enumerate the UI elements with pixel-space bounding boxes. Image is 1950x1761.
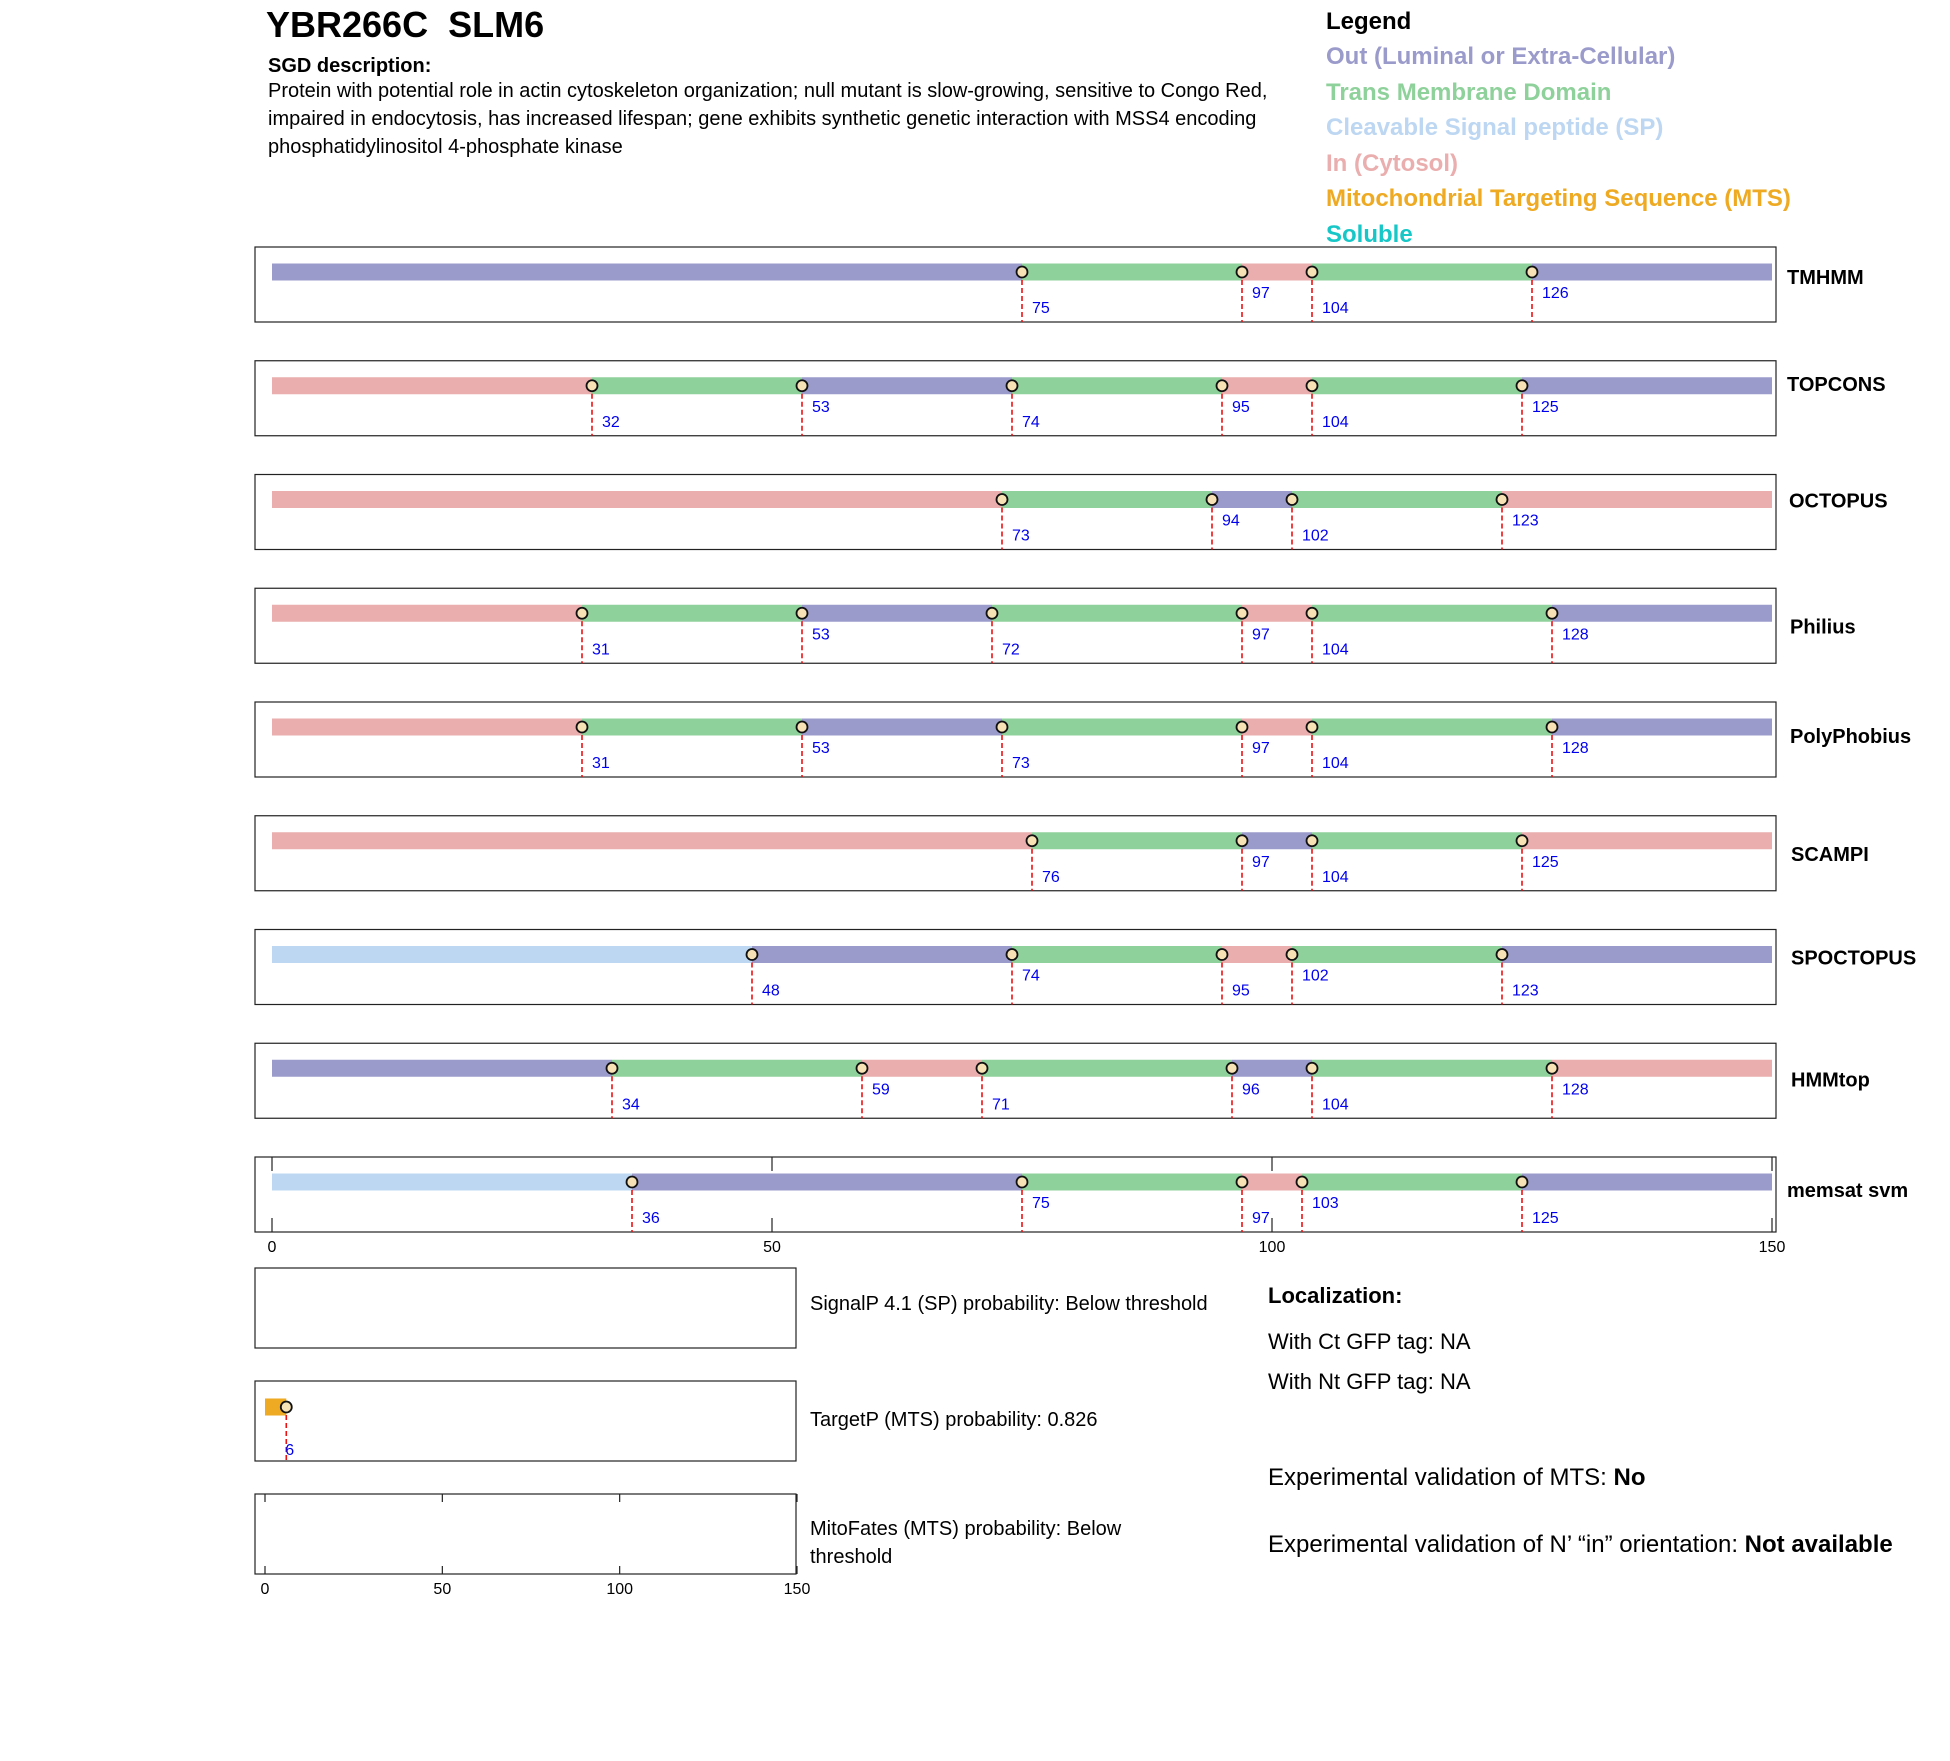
track-topcons-boundary-marker: [797, 380, 808, 391]
track-philius-segment-out: [1552, 605, 1772, 622]
method-label-memsat-svm: memsat svm: [1787, 1180, 1909, 1202]
legend-item-soluble: Soluble: [1326, 220, 1413, 248]
track-spoctopus-boundary-marker: [1287, 949, 1298, 960]
track-philius-segment-out: [802, 605, 992, 622]
track-polyphobius-segment-tm: [582, 719, 802, 736]
track-spoctopus-segment-out: [1502, 946, 1772, 963]
track-octopus-boundary-marker: [1497, 494, 1508, 505]
mts-axis-tick-label: 100: [606, 1581, 634, 1598]
track-memsat-svm-boundary-marker: [1297, 1177, 1308, 1188]
method-label-spoctopus: SPOCTOPUS: [1791, 947, 1917, 970]
track-hmmtop-segment-out: [272, 1060, 612, 1077]
track-scampi-boundary-marker: [1307, 835, 1318, 846]
track-memsat-svm-segment-sp: [272, 1174, 632, 1191]
track-scampi-segment-out: [1242, 832, 1312, 849]
track-octopus-segment-out: [1212, 491, 1292, 508]
track-spoctopus-boundary-label: 48: [762, 982, 780, 1000]
method-label-polyphobius: PolyPhobius: [1790, 726, 1912, 748]
track-philius-boundary-label: 128: [1562, 626, 1589, 644]
track-tmhmm-segment-out: [1532, 264, 1772, 281]
track-tmhmm-boundary-label: 126: [1542, 285, 1569, 302]
track-spoctopus-segment-sp: [272, 946, 752, 963]
method-label-scampi: SCAMPI: [1791, 843, 1869, 866]
track-spoctopus-segment-tm: [1012, 946, 1222, 963]
track-hmmtop-boundary-label: 104: [1322, 1096, 1349, 1114]
track-philius-segment-in: [272, 605, 582, 622]
track-scampi-boundary-marker: [1517, 835, 1528, 846]
track-octopus-segment-tm: [1002, 491, 1212, 508]
track-philius-segment-tm: [992, 605, 1242, 622]
track-spoctopus-frame: [255, 930, 1776, 1005]
track-hmmtop-frame: [255, 1043, 1776, 1118]
track-topcons-boundary-label: 74: [1022, 413, 1040, 431]
legend-item-out: Out (Luminal or Extra-Cellular): [1326, 43, 1676, 70]
track-polyphobius-boundary-marker: [1237, 722, 1248, 733]
track-octopus-boundary-marker: [1287, 494, 1298, 505]
track-octopus-segment-tm: [1292, 491, 1502, 508]
main-axis-tick-label: 100: [1258, 1239, 1286, 1256]
track-philius-boundary-marker: [1307, 608, 1318, 619]
track-scampi-boundary-marker: [1027, 835, 1038, 846]
exp-orientation-prefix: Experimental validation of N’ “in” orientation:: [1268, 1531, 1745, 1558]
track-polyphobius-boundary-label: 53: [812, 740, 830, 757]
signalp-label: SignalP 4.1 (SP) probability: Below threshold: [810, 1293, 1208, 1315]
track-hmmtop-boundary-label: 34: [622, 1096, 640, 1114]
track-polyphobius-boundary-label: 104: [1322, 755, 1349, 772]
track-polyphobius-segment-tm: [1312, 719, 1552, 736]
mts-track-targetp-boundary-marker: [281, 1402, 292, 1413]
track-polyphobius-boundary-marker: [1307, 722, 1318, 733]
legend-item-in: In (Cytosol): [1326, 149, 1458, 177]
track-hmmtop-boundary-marker: [1547, 1063, 1558, 1074]
mts-track-targetp-boundary-label: 6: [285, 1442, 295, 1459]
method-label-hmmtop: HMMtop: [1791, 1069, 1870, 1092]
method-label-philius: Philius: [1790, 616, 1856, 639]
track-scampi-segment-in: [272, 832, 1032, 849]
track-topcons-boundary-marker: [1307, 380, 1318, 391]
track-philius-boundary-label: 31: [592, 641, 610, 659]
track-polyphobius-boundary-marker: [577, 722, 588, 733]
track-topcons-boundary-marker: [1007, 380, 1018, 391]
track-polyphobius-segment-out: [1552, 719, 1772, 736]
track-tmhmm-boundary-marker: [1017, 267, 1028, 278]
legend-item-sp: Cleavable Signal peptide (SP): [1326, 114, 1664, 141]
track-memsat-svm-segment-tm: [1022, 1174, 1242, 1191]
track-topcons-boundary-label: 104: [1322, 413, 1349, 431]
track-scampi-boundary-marker: [1237, 835, 1248, 846]
track-topcons-boundary-label: 125: [1532, 398, 1559, 416]
track-spoctopus-boundary-marker: [1007, 949, 1018, 960]
track-topcons-segment-out: [1522, 377, 1772, 394]
track-scampi-segment-tm: [1032, 832, 1242, 849]
track-tmhmm-boundary-label: 97: [1252, 285, 1270, 302]
track-hmmtop-segment-tm: [612, 1060, 862, 1077]
exp-mts-prefix: Experimental validation of MTS:: [1268, 1464, 1614, 1491]
track-memsat-svm-boundary-label: 97: [1252, 1210, 1270, 1227]
mitofates-label: MitoFates (MTS) probability: Below threshold: [810, 1518, 1122, 1568]
mts-axis-tick-label: 0: [260, 1581, 270, 1598]
track-polyphobius-boundary-marker: [797, 722, 808, 733]
track-hmmtop-boundary-label: 128: [1562, 1081, 1589, 1099]
track-hmmtop-segment-in: [862, 1060, 982, 1077]
mts-track-signalp-frame: [255, 1268, 796, 1348]
track-polyphobius-boundary-label: 97: [1252, 740, 1270, 757]
track-philius-segment-in: [1242, 605, 1312, 622]
track-spoctopus-boundary-label: 95: [1232, 982, 1250, 1000]
track-hmmtop-boundary-marker: [1227, 1063, 1238, 1074]
track-memsat-svm-segment-out: [1522, 1174, 1772, 1191]
track-polyphobius-segment-in: [272, 719, 582, 736]
track-spoctopus-segment-out: [752, 946, 1012, 963]
track-octopus-boundary-marker: [1207, 494, 1218, 505]
track-hmmtop-boundary-label: 71: [992, 1096, 1010, 1114]
track-spoctopus-boundary-marker: [1497, 949, 1508, 960]
track-spoctopus-boundary-marker: [1217, 949, 1228, 960]
track-hmmtop-boundary-label: 59: [872, 1081, 890, 1099]
track-topcons-segment-in: [1222, 377, 1312, 394]
sgd-heading: SGD description:: [268, 55, 432, 77]
track-octopus-boundary-marker: [997, 494, 1008, 505]
track-tmhmm-segment-tm: [1312, 264, 1532, 281]
method-label-tmhmm: TMHMM: [1787, 267, 1864, 289]
exp-mts-value: No: [1613, 1464, 1646, 1491]
ct-gfp-text: With Ct GFP tag: NA: [1268, 1329, 1471, 1354]
track-topcons-segment-tm: [1312, 377, 1522, 394]
mts-track-mitofates-frame: [255, 1494, 796, 1574]
track-memsat-svm-boundary-marker: [1517, 1177, 1528, 1188]
track-tmhmm-boundary-label: 104: [1322, 300, 1349, 317]
track-philius-boundary-label: 72: [1002, 641, 1020, 659]
track-topcons-boundary-label: 53: [812, 398, 830, 416]
track-tmhmm-segment-out: [272, 264, 1022, 281]
exp-orientation-value: Not available: [1744, 1531, 1893, 1558]
track-spoctopus-segment-in: [1222, 946, 1292, 963]
track-philius-boundary-label: 53: [812, 626, 830, 644]
track-spoctopus-boundary-label: 123: [1512, 982, 1539, 1000]
track-memsat-svm-segment-in: [1242, 1174, 1302, 1191]
track-scampi-segment-tm: [1312, 832, 1522, 849]
track-polyphobius-segment-in: [1242, 719, 1312, 736]
track-topcons-segment-in: [272, 377, 592, 394]
track-scampi-boundary-label: 125: [1532, 853, 1559, 871]
track-hmmtop-segment-in: [1552, 1060, 1772, 1077]
track-philius-segment-tm: [582, 605, 802, 622]
track-polyphobius-boundary-marker: [1547, 722, 1558, 733]
track-octopus-boundary-label: 102: [1302, 527, 1329, 545]
track-polyphobius-segment-out: [802, 719, 1002, 736]
legend-title: Legend: [1326, 8, 1412, 35]
main-axis-tick-label: 0: [267, 1239, 277, 1256]
track-memsat-svm-segment-tm: [1302, 1174, 1522, 1191]
track-hmmtop-boundary-marker: [1307, 1063, 1318, 1074]
sgd-description: Protein with potential role in actin cytoskeleton organization; null mutant is slow-growing, sensitive to Congo Red, impaired in endocytosis, has increased lifespan; gene exhibits synthetic genetic interaction with MSS4 encoding phosphatidylinositol 4-phosphate kinase: [268, 80, 1268, 158]
method-label-octopus: OCTOPUS: [1789, 490, 1888, 513]
legend-item-mts: Mitochondrial Targeting Sequence (MTS): [1326, 185, 1791, 212]
track-spoctopus-boundary-label: 74: [1022, 967, 1040, 985]
track-memsat-svm-boundary-marker: [1017, 1177, 1028, 1188]
track-topcons-boundary-marker: [1517, 380, 1528, 391]
track-philius-boundary-marker: [1237, 608, 1248, 619]
track-octopus-segment-in: [272, 491, 1002, 508]
track-memsat-svm-boundary-marker: [627, 1177, 638, 1188]
track-scampi-segment-in: [1522, 832, 1772, 849]
track-topcons-boundary-marker: [1217, 380, 1228, 391]
track-scampi-boundary-label: 104: [1322, 868, 1349, 886]
track-polyphobius-boundary-label: 73: [1012, 755, 1030, 772]
track-octopus-boundary-label: 123: [1512, 512, 1539, 530]
track-polyphobius-boundary-label: 128: [1562, 740, 1589, 757]
track-memsat-svm-boundary-label: 125: [1532, 1210, 1559, 1227]
track-philius-boundary-marker: [1547, 608, 1558, 619]
track-memsat-svm-segment-out: [632, 1174, 1022, 1191]
track-memsat-svm-boundary-label: 36: [642, 1210, 660, 1227]
track-hmmtop-boundary-marker: [607, 1063, 618, 1074]
track-octopus-boundary-label: 73: [1012, 527, 1030, 545]
track-philius-boundary-label: 97: [1252, 626, 1270, 644]
track-tmhmm-boundary-marker: [1237, 267, 1248, 278]
track-hmmtop-boundary-label: 96: [1242, 1081, 1260, 1099]
exp-mts: [1268, 1462, 1908, 1494]
track-octopus-segment-in: [1502, 491, 1772, 508]
track-memsat-svm-boundary-label: 75: [1032, 1195, 1050, 1212]
track-philius-boundary-marker: [797, 608, 808, 619]
track-hmmtop-segment-tm: [1312, 1060, 1552, 1077]
track-tmhmm-segment-in: [1242, 264, 1312, 281]
track-topcons-segment-out: [802, 377, 1012, 394]
track-scampi-boundary-label: 76: [1042, 868, 1060, 886]
gene-title: YBR266C SLM6: [266, 4, 545, 45]
legend-item-tm: Trans Membrane Domain: [1326, 78, 1612, 106]
track-philius-segment-tm: [1312, 605, 1552, 622]
track-topcons-segment-tm: [592, 377, 802, 394]
method-label-topcons: TOPCONS: [1787, 373, 1886, 396]
nt-gfp-text: With Nt GFP tag: NA: [1268, 1369, 1471, 1394]
targetp-label: TargetP (MTS) probability: 0.826: [810, 1409, 1098, 1431]
track-polyphobius-segment-tm: [1002, 719, 1242, 736]
track-tmhmm-segment-tm: [1022, 264, 1242, 281]
track-polyphobius-boundary-marker: [997, 722, 1008, 733]
track-philius-boundary-label: 104: [1322, 641, 1349, 659]
mts-axis-tick-label: 150: [783, 1581, 811, 1598]
main-axis-tick-label: 50: [763, 1239, 781, 1256]
track-tmhmm-boundary-label: 75: [1032, 300, 1050, 317]
track-topcons-segment-tm: [1012, 377, 1222, 394]
exp-orientation: [1268, 1529, 1908, 1561]
track-spoctopus-boundary-label: 102: [1302, 967, 1329, 985]
track-hmmtop-segment-out: [1232, 1060, 1312, 1077]
track-tmhmm-boundary-marker: [1307, 267, 1318, 278]
track-tmhmm-boundary-marker: [1527, 267, 1538, 278]
track-philius-boundary-marker: [577, 608, 588, 619]
track-topcons-boundary-label: 95: [1232, 398, 1250, 416]
track-topcons-boundary-marker: [587, 380, 598, 391]
track-hmmtop-boundary-marker: [977, 1063, 988, 1074]
mts-track-targetp-frame: [255, 1381, 796, 1461]
track-hmmtop-segment-tm: [982, 1060, 1232, 1077]
track-memsat-svm-boundary-label: 103: [1312, 1195, 1339, 1212]
localization-heading: Localization:: [1268, 1283, 1403, 1308]
track-memsat-svm-boundary-marker: [1237, 1177, 1248, 1188]
track-scampi-boundary-label: 97: [1252, 853, 1270, 871]
track-polyphobius-boundary-label: 31: [592, 755, 610, 772]
main-axis-tick-label: 150: [1758, 1239, 1786, 1256]
track-spoctopus-segment-tm: [1292, 946, 1502, 963]
track-octopus-boundary-label: 94: [1222, 512, 1240, 530]
mts-axis-tick-label: 50: [433, 1581, 452, 1598]
track-hmmtop-boundary-marker: [857, 1063, 868, 1074]
track-philius-boundary-marker: [987, 608, 998, 619]
track-topcons-boundary-label: 32: [602, 413, 620, 431]
track-spoctopus-boundary-marker: [747, 949, 758, 960]
